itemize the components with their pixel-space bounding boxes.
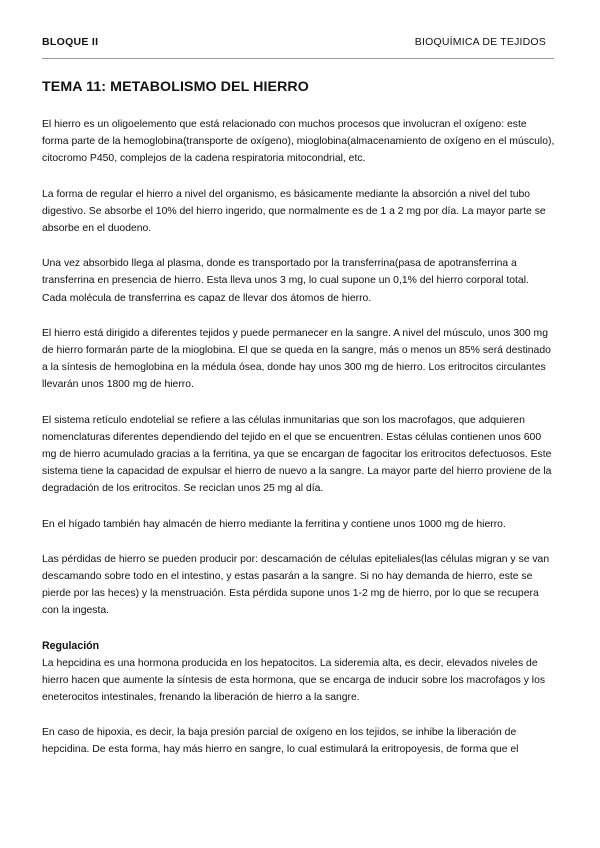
page-header	[42, 36, 554, 59]
paragraph: Las pérdidas de hierro se pueden producir por: descamación de células epiteliales(las células migran y se van descamando sobre todo en el intestino, y estas pasarán a la sangre. Si no hay demanda de hierro, este se pierde por las heces) y la menstruación. Esta pérdida supone unos 1-2 mg de hierro, por lo que se recupera con la ingesta.	[42, 553, 550, 617]
paragraph: En el hígado también hay almacén de hierro mediante la ferritina y contiene unos 1000 mg de hierro.	[42, 518, 506, 530]
paragraph: Una vez absorbido llega al plasma, donde es transportado por la transferrina(pasa de apotransferrina a transferrina en presencia de hierro. Esta lleva unos 3 mg, lo cual supone un 0,1% del hierro corporal total. Cada molécula de transferrina es capaz de llevar dos átomos de hierro.	[42, 258, 529, 304]
document-body	[42, 79, 556, 777]
subject-label: BIOQUÍMICA DE TEJIDOS	[414, 36, 546, 48]
paragraph: La hepcidina es una hormona producida en los hepatocitos. La sideremia alta, es decir, elevados niveles de hierro hacen que aumente la síntesis de esta hormona, que se encarga de inducir sobre los macrofagos y los eneterocitos intestinales, frenando la liberación de hierro a la sangre.	[42, 657, 546, 704]
section-heading: Regulación	[42, 639, 100, 652]
block-label: BLOQUE II	[42, 36, 99, 48]
paragraph: El sistema retículo endotelial se refiere a las células inmunitarias que son los macrofagos, que adquieren nomenclaturas diferentes dependiendo del tejido en el que se encuentren. Estas células contienen unos 600 mg de hierro acumulado gracias a la ferritina, ya que se encargan de fagocitar los eritrocitos defectuosos. Este sistema tiene la capacidad de expulsar el hierro de nuevo a la sangre. La mayor parte del hierro proviene de la degradación de los eritrocitos. Se reciclan unos 25 mg al día.	[42, 414, 552, 495]
paragraph: El hierro es un oligoelemento que está relacionado con muchos procesos que involucran el oxígeno: este forma parte de la hemoglobina(transporte de oxígeno), mioglobina(almacenamiento de oxígeno en el músculo), citocromo P450, complejos de la cadena respiratoria mitocondrial, etc.	[42, 119, 555, 165]
paragraph: La forma de regular el hierro a nivel del organismo, es básicamente mediante la absorción a nivel del tubo digestivo. Se absorbe el 10% del hierro ingerido, que normalmente es de 1 a 2 mg por día. La mayor parte se absorbe en el duodeno.	[42, 188, 546, 235]
paragraph: El hierro está dirigido a diferentes tejidos y puede permanecer en la sangre. A nivel del músculo, unos 300 mg de hierro formarán parte de la mioglobina. El que se queda en la sangre, más o menos un 85% será destinado a la síntesis de hemoglobina en la médula ósea, donde hay unos 300 mg de hierro. Los eritrocitos circulantes llevarán unos 1800 mg de hierro.	[42, 327, 551, 391]
paragraph: En caso de hipoxia, es decir, la baja presión parcial de oxígeno en los tejidos, se inhibe la liberación de hepcidina. De esta forma, hay más hierro en sangre, lo cual estimulará la eritropoyesis, de forma que el	[42, 727, 519, 756]
page-title: TEMA 11: METABOLISMO DEL HIERRO	[42, 79, 309, 95]
